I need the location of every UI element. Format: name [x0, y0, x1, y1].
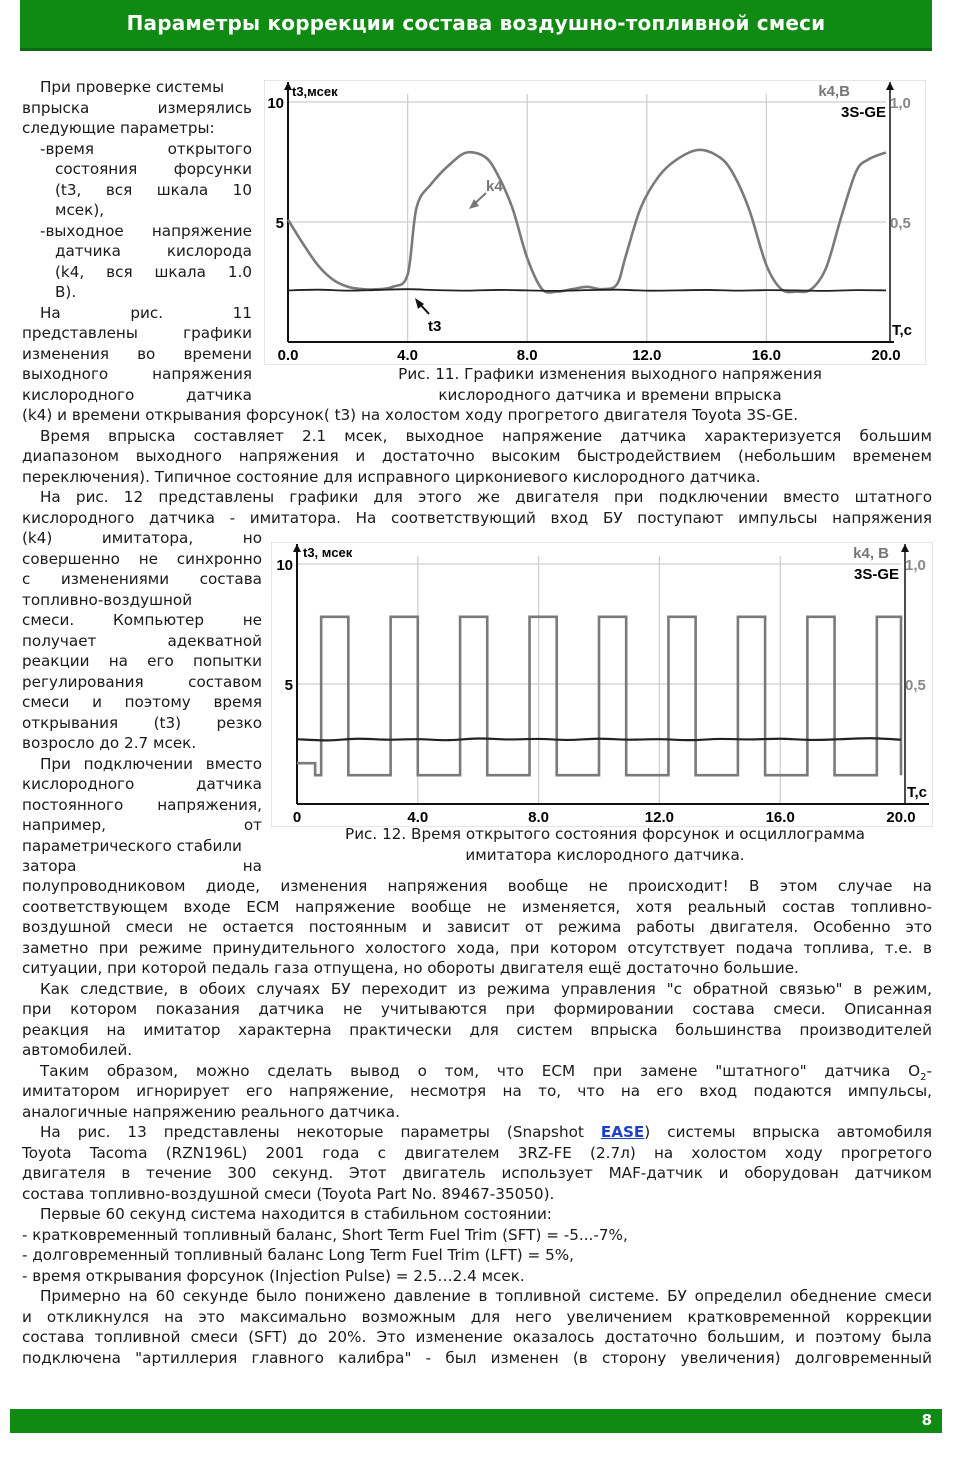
figure-12-caption — [300, 824, 910, 865]
text-span: На рис. 13 представлены некоторые параметры (Snapshot — [40, 1123, 601, 1141]
text-line: аналогичные напряжению реального датчика. — [22, 1102, 400, 1121]
o2-subscript: 2 — [920, 1071, 927, 1083]
text-line: диапазоном выходного напряжения и достаточно высоким быстродействием (небольшим временем — [22, 447, 932, 465]
caption-line: Рис. 12. Время открытого состояния форсунок и осциллограмма — [345, 825, 865, 843]
text-line: и откликнулся на это максимально возможным для него увеличением кратковременной коррекции — [22, 1307, 932, 1326]
text-line: открывания (t3) резко — [22, 713, 262, 732]
text-span: - — [926, 1061, 932, 1080]
text-line: выходного напряжения — [22, 365, 252, 383]
page-number: 8 — [921, 1411, 932, 1429]
y-left-tick-label: 10 — [267, 95, 284, 112]
y-left-title: t3,мсек — [292, 84, 338, 99]
page-header — [20, 0, 932, 51]
text-line: (k4) имитатора, но — [22, 529, 262, 547]
text-line: мсек), — [55, 201, 105, 219]
text-line: При проверке системы — [40, 78, 225, 96]
text-line: Примерно на 60 секунде было понижено давление в топливной системе. БУ определил обеднение смеси — [40, 1287, 932, 1305]
page-title: Параметры коррекции состава воздушно-топливной смеси — [126, 11, 826, 35]
text-line: состава топливной смеси (SFT) до 20%. Это изменение оказалось достаточно большим, и поэтому была — [22, 1328, 932, 1346]
text-line: ситуации, при которой педаль газа отпущена, но обороты двигателя ещё достаточно большие. — [22, 959, 799, 977]
text-line: представлены графики — [22, 324, 252, 342]
caption-line: Рис. 11. Графики изменения выходного напряжения — [398, 365, 822, 383]
y-right-title: k4,В — [818, 83, 850, 100]
text-line: затора на — [22, 857, 262, 875]
text-line: совершенно не синхронно — [22, 549, 262, 568]
text-line: получает адекватной — [22, 631, 262, 650]
text-line: с изменениями состава — [22, 570, 262, 588]
list-item: - время открывания форсунок (Injection Pulse) = 2.5…2.4 мсек. — [22, 1266, 525, 1285]
text-span: Таким образом, можно сделать вывод о том, что ECM при замене "штатного" датчика O — [40, 1061, 921, 1080]
text-line: регулирования составом — [22, 672, 262, 691]
text-line: -время открытого — [40, 139, 252, 158]
y-right-tick-label: 0,5 — [905, 677, 926, 694]
figure-11-caption — [340, 364, 880, 405]
x-tick-label: 4.0 — [397, 347, 419, 364]
intro-column — [22, 77, 252, 405]
text-line: реакции на его попытки — [22, 652, 262, 670]
text-line: переключения). Типичное состояние для исправного циркониевого кислородного датчика. — [22, 467, 761, 486]
text-line: Toyota Tacoma (RZN196L) 2001 года с двигателем 3RZ-FE (2.7л) на холостом ходу прогретого — [22, 1143, 932, 1162]
x-tick-label: 4.0 — [407, 809, 429, 826]
text-line: имитатором игнорирует его напряжение, несмотря на то, что на его вход подаются импульсы, — [22, 1082, 932, 1100]
y-left-tick-label: 5 — [275, 215, 284, 232]
text-line: кислородного датчика — [22, 775, 262, 793]
x-axis-title: T,с — [892, 322, 913, 339]
text-line: воздушной смеси не остается постоянным и зависит от режима работы двигателя. Особенно это — [22, 918, 932, 936]
caption-line: кислородного датчика и времени впрыска — [438, 385, 782, 404]
y-left-tick-label: 5 — [284, 677, 293, 694]
x-tick-label: 16.0 — [765, 809, 795, 826]
imitator-column — [22, 528, 262, 877]
text-line: изменения во времени — [22, 344, 252, 363]
text-line: возросло до 2.7 мсек. — [22, 734, 197, 752]
x-tick-label: 12.0 — [632, 347, 662, 364]
text-line: соответствующем входе ECM напряжение вообще не изменяется, хотя реальный состав топливно- — [22, 897, 932, 916]
list-item: - кратковременный топливный баланс, Short Term Fuel Trim (SFT) = -5...-7%, — [22, 1225, 628, 1244]
y-right-tick-label: 1,0 — [905, 557, 926, 574]
x-tick-label: 8.0 — [516, 347, 538, 364]
text-line: подключена "артиллерия главного калибра" - был изменен (в сторону увеличения) долговременный — [22, 1348, 932, 1367]
x-axis-title: T,с — [907, 784, 928, 801]
text-line: -выходное напряжение — [40, 221, 252, 240]
text-line: впрыска измерялись — [22, 98, 252, 117]
text-line: двигателя в течение 300 секунд. Этот двигатель использует MAF-датчик и оборудован датчиком — [22, 1164, 932, 1182]
t3-series-label: t3 — [428, 318, 442, 335]
text-line: заметно при режиме принудительного холостого хода, при котором отсутствует подача топлива, т.е. в — [22, 938, 932, 957]
engine-label: 3S-GE — [853, 566, 899, 583]
text-line: На рис. 12 представлены графики для этого же двигателя при подключении вместо штатного — [40, 488, 932, 506]
text-line: (k4) и времени открывания форсунок( t3) на холостом ходу прогретого двигателя Toyota 3S-GE. — [22, 406, 799, 424]
x-tick-label: 20.0 — [886, 809, 916, 826]
text-line: Как следствие, в обоих случаях БУ переходит из режима управления "с обратной связью" в режим, — [40, 979, 932, 998]
text-line: например, от — [22, 816, 262, 834]
text-line: кислородного датчика - имитатора. На соответствующий вход БУ поступают импульсы напряжения — [22, 508, 932, 527]
fig13-intro-line — [40, 1122, 932, 1143]
text-line: В). — [55, 283, 77, 301]
x-tick-label: 0 — [292, 809, 302, 826]
figure-12-chart — [271, 542, 933, 827]
x-tick-label: 20.0 — [871, 347, 901, 364]
y-right-tick-label: 0,5 — [890, 215, 911, 232]
y-left-tick-label: 10 — [276, 557, 293, 574]
page-footer — [10, 1409, 942, 1433]
figure-11-chart — [264, 80, 926, 365]
text-line: Время впрыска составляет 2.1 мсек, выходное напряжение датчика характеризуется большим — [40, 426, 932, 445]
engine-label: 3S-GE — [840, 104, 886, 121]
k4-series-label: k4 — [486, 178, 503, 195]
text-line: На рис. 11 — [40, 303, 252, 322]
y-left-title: t3, мсек — [303, 545, 353, 560]
text-line: При подключении вместо — [40, 754, 262, 773]
text-line: смеси и поэтому время — [22, 693, 262, 711]
list-item: - долговременный топливный баланс Long Term Fuel Trim (LFT) = 5%, — [22, 1246, 575, 1264]
x-tick-label: 16.0 — [751, 347, 782, 364]
text-line: Первые 60 секунд система находится в стабильном состоянии: — [40, 1205, 552, 1223]
text-line: постоянного напряжения, — [22, 795, 262, 814]
x-tick-label: 12.0 — [644, 809, 675, 826]
text-line: при котором показания датчика не учитываются при формировании состава смеси. Описанная — [22, 1000, 932, 1018]
text-line: реакция на имитатор характерна практически для систем впрыска большинства производителей — [22, 1020, 932, 1039]
text-line: (t3, вся шкала 10 — [55, 180, 252, 199]
text-line: состояния форсунки — [55, 160, 252, 178]
text-line: (k4, вся шкала 1.0 — [55, 262, 252, 281]
text-line: датчика кислорода — [55, 242, 252, 260]
text-line: полупроводниковом диоде, изменения напряжения вообще не происходит! В этом случае на — [22, 877, 932, 895]
x-tick-label: 0.0 — [277, 347, 299, 364]
text-line: автомобилей. — [22, 1041, 133, 1059]
text-line: смеси. Компьютер не — [22, 611, 262, 629]
x-tick-label: 8.0 — [528, 809, 550, 826]
text-span: ) системы впрыска автомобиля — [644, 1123, 933, 1141]
text-line: топливно-воздушной — [22, 590, 193, 609]
y-right-title: k4, В — [853, 545, 889, 562]
text-line: состава топливно-воздушной смеси (Toyota Part No. 89467-35050). — [22, 1184, 555, 1203]
caption-line: имитатора кислородного датчика. — [465, 845, 745, 864]
text-line: параметрического стабили — [22, 836, 242, 855]
ease-link[interactable]: EASE — [600, 1123, 645, 1141]
y-right-tick-label: 1,0 — [890, 95, 911, 112]
text-line: следующие параметры: — [22, 119, 215, 137]
text-line: кислородного датчика — [22, 385, 252, 404]
